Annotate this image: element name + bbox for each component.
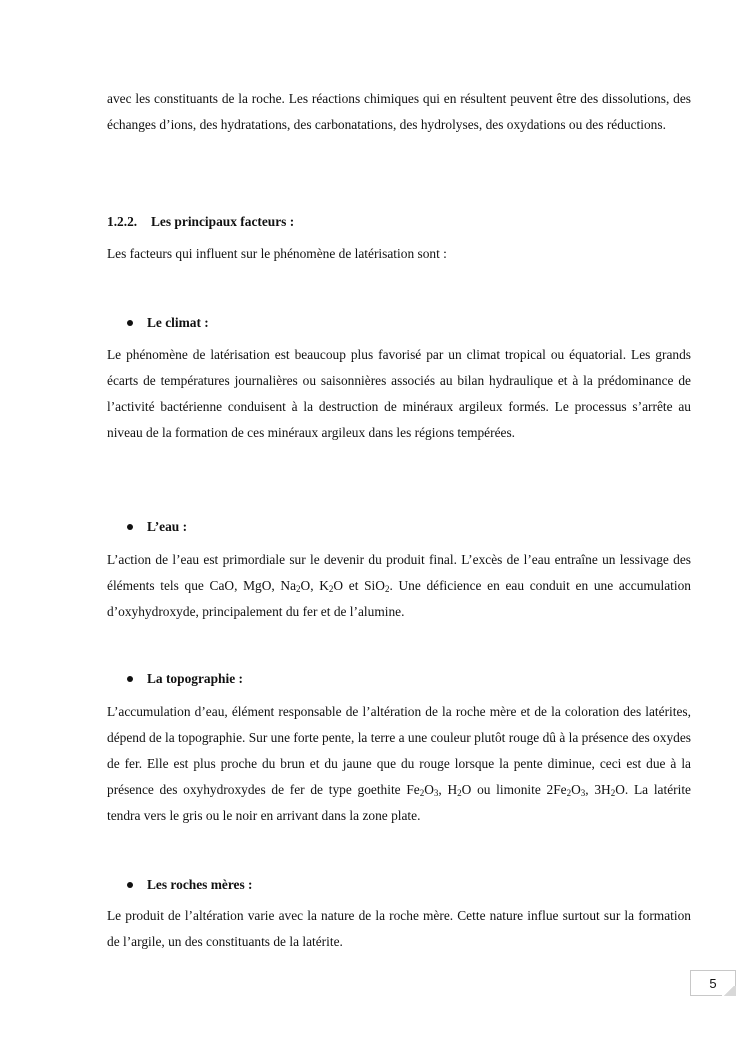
factor-topographie-block <box>107 699 691 829</box>
factor-roches-block <box>107 903 691 955</box>
factor-eau-block <box>107 547 691 625</box>
factor-climat-heading <box>127 313 209 333</box>
section-intro-block <box>107 241 691 267</box>
page-number-box <box>690 970 736 996</box>
section-title: Les principaux facteurs : <box>151 214 295 229</box>
section-number: 1.2.2. <box>107 214 138 229</box>
bullet-icon <box>127 882 133 888</box>
factor-climat-text: Le phénomène de latérisation est beaucoup plus favorisé par un climat tropical ou équatorial. Les grands écarts de températures journalières ou saisonnières associés au bilan hydraulique et à la prédominance de l’activité bactérienne conduisent à la destruction de minéraux argileux formés. Le processus s’arrête au niveau de la formation de ces minéraux argileux dans les régions tempérées. <box>107 347 691 440</box>
factor-title: Le climat : <box>147 315 209 330</box>
factor-title: Les roches mères : <box>147 877 253 892</box>
factor-topographie-heading <box>127 669 243 689</box>
section-intro: Les facteurs qui influent sur le phénomène de latérisation sont : <box>107 246 447 261</box>
intro-paragraph: avec les constituants de la roche. Les réactions chimiques qui en résultent peuvent être des dissolutions, des échanges d’ions, des hydratations, des carbonatations, des hydrolyses, des oxydations ou des réductions. <box>107 91 691 132</box>
bullet-icon <box>127 320 133 326</box>
factor-eau-heading <box>127 517 187 537</box>
page-number: 5 <box>709 976 717 991</box>
factor-topographie-text: L’accumulation d’eau, élément responsable de l’altération de la roche mère et de la coloration des latérites, dépend de la topographie. Sur une forte pente, la terre a une couleur plutôt rouge dû à la présence des oxydes de fer. Elle est plus proche du brun et du jaune que du rouge lorsque la pente diminue, ceci est due à la présence des oxyhydroxydes de fer de type goethite $Fe_2O_3$, $H_2O$ ou limonite $2Fe_2O_3$, $3H_2O$. La latérite tendra vers le gris ou le noir en arrivant dans la zone plate. <box>107 704 691 823</box>
factor-roches-heading <box>127 875 252 895</box>
factor-climat-block <box>107 342 691 446</box>
page-curl-icon <box>722 986 736 996</box>
factor-roches-text: Le produit de l’altération varie avec la nature de la roche mère. Cette nature influe surtout sur la formation de l’argile, un des constituants de la latérite. <box>107 908 691 949</box>
section-heading <box>107 212 691 232</box>
bullet-icon <box>127 676 133 682</box>
intro-paragraph-block <box>107 86 691 138</box>
factor-title: L’eau : <box>147 519 188 534</box>
factor-eau-text: L’action de l’eau est primordiale sur le devenir du produit final. L’excès de l’eau entraîne un lessivage des éléments tels que CaO, MgO, $Na_2O$, $K_2O$ et SiO$_2$. Une déficience en eau conduit en une accumulation d’oxyhydroxyde, principalement du fer et de l’alumine. <box>107 552 691 619</box>
bullet-icon <box>127 524 133 530</box>
factor-title: La topographie : <box>147 671 243 686</box>
